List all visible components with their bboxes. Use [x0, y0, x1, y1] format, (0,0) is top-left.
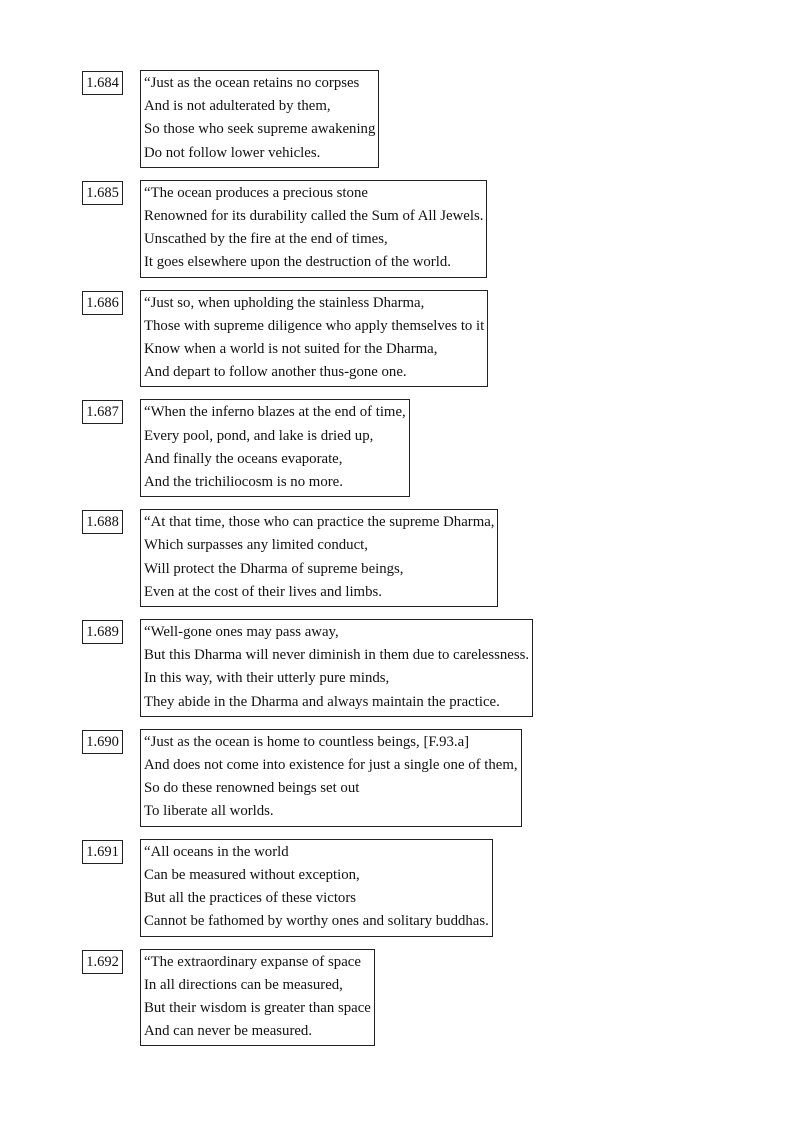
verse-text-box	[140, 290, 488, 388]
verse-line: “Just so, when upholding the stainless Dharma,	[144, 294, 425, 311]
verse-line: “At that time, those who can practice the supreme Dharma,	[144, 514, 495, 531]
verse-line: And does not come into existence for just a single one of them,	[144, 757, 518, 774]
verse-text-box	[140, 399, 410, 497]
verse-line: “When the inferno blazes at the end of time,	[144, 404, 406, 421]
verse-line: Even at the cost of their lives and limbs.	[144, 583, 382, 600]
verse-line: Know when a world is not suited for the Dharma,	[144, 341, 438, 358]
verse-line: Unscathed by the fire at the end of times,	[144, 231, 388, 248]
verse-number: 1.684	[82, 71, 123, 95]
verse-number: 1.691	[82, 840, 123, 864]
verse-line: In this way, with their utterly pure minds,	[144, 670, 390, 687]
verse-line: Those with supreme diligence who apply themselves to it	[144, 317, 485, 334]
verse-line: “Just as the ocean retains no corpses	[144, 75, 360, 91]
verse-line: In all directions can be measured,	[144, 976, 343, 993]
verse-1-686	[82, 290, 772, 388]
document-page	[82, 70, 772, 1058]
verse-line: “The ocean produces a precious stone	[144, 184, 368, 201]
verse-line: And is not adulterated by them,	[144, 98, 331, 115]
verse-line: “The extraordinary expanse of space	[144, 953, 361, 970]
verse-line: Which surpasses any limited conduct,	[144, 537, 368, 554]
verse-1-690	[82, 729, 772, 827]
verse-number: 1.690	[82, 730, 123, 754]
verse-line: “Well-gone ones may pass away,	[144, 624, 339, 641]
verse-line: They abide in the Dharma and always maintain the practice.	[144, 693, 500, 710]
verse-line: Cannot be fathomed by worthy ones and solitary buddhas.	[144, 913, 489, 930]
verse-line: And the trichiliocosm is no more.	[144, 474, 343, 491]
verse-number: 1.688	[82, 510, 123, 534]
verse-1-689	[82, 619, 772, 717]
verse-1-684	[82, 70, 772, 168]
verse-line: To liberate all worlds.	[144, 803, 274, 820]
verse-text-box	[140, 839, 493, 937]
verse-number: 1.692	[82, 950, 123, 974]
verse-1-691	[82, 839, 772, 937]
verse-line: So those who seek supreme awakening	[144, 121, 376, 138]
verse-1-685	[82, 180, 772, 278]
verse-text-box	[140, 509, 498, 607]
verse-line: “Just as the ocean is home to countless beings, [F.93.a]	[144, 733, 470, 750]
verse-text-box	[140, 729, 522, 827]
verse-line: Will protect the Dharma of supreme beings,	[144, 560, 404, 577]
verse-line: But all the practices of these victors	[144, 890, 357, 907]
verse-line: But this Dharma will never diminish in them due to carelessness.	[144, 647, 530, 664]
verse-line: Renowned for its durability called the Sum of All Jewels.	[144, 208, 484, 225]
verse-text-box	[140, 70, 379, 168]
verse-line: Do not follow lower vehicles.	[144, 144, 321, 161]
verse-line: And finally the oceans evaporate,	[144, 450, 343, 467]
verse-text-box	[140, 949, 375, 1047]
verse-text-box	[140, 180, 487, 278]
verse-number: 1.689	[82, 620, 123, 644]
verse-line: And can never be measured.	[144, 1023, 313, 1040]
verse-line: So do these renowned beings set out	[144, 780, 360, 797]
verse-number: 1.685	[82, 181, 123, 205]
verse-line: Can be measured without exception,	[144, 866, 360, 883]
verse-text-box	[140, 619, 533, 717]
verse-number: 1.687	[82, 400, 123, 424]
verse-line: It goes elsewhere upon the destruction of the world.	[144, 254, 451, 271]
verse-line: And depart to follow another thus-gone one.	[144, 364, 407, 381]
verse-1-687	[82, 399, 772, 497]
verse-line: Every pool, pond, and lake is dried up,	[144, 427, 374, 444]
verse-number: 1.686	[82, 291, 123, 315]
verse-line: But their wisdom is greater than space	[144, 999, 371, 1016]
verse-1-688	[82, 509, 772, 607]
verse-line: “All oceans in the world	[144, 843, 289, 860]
verse-1-692	[82, 949, 772, 1047]
